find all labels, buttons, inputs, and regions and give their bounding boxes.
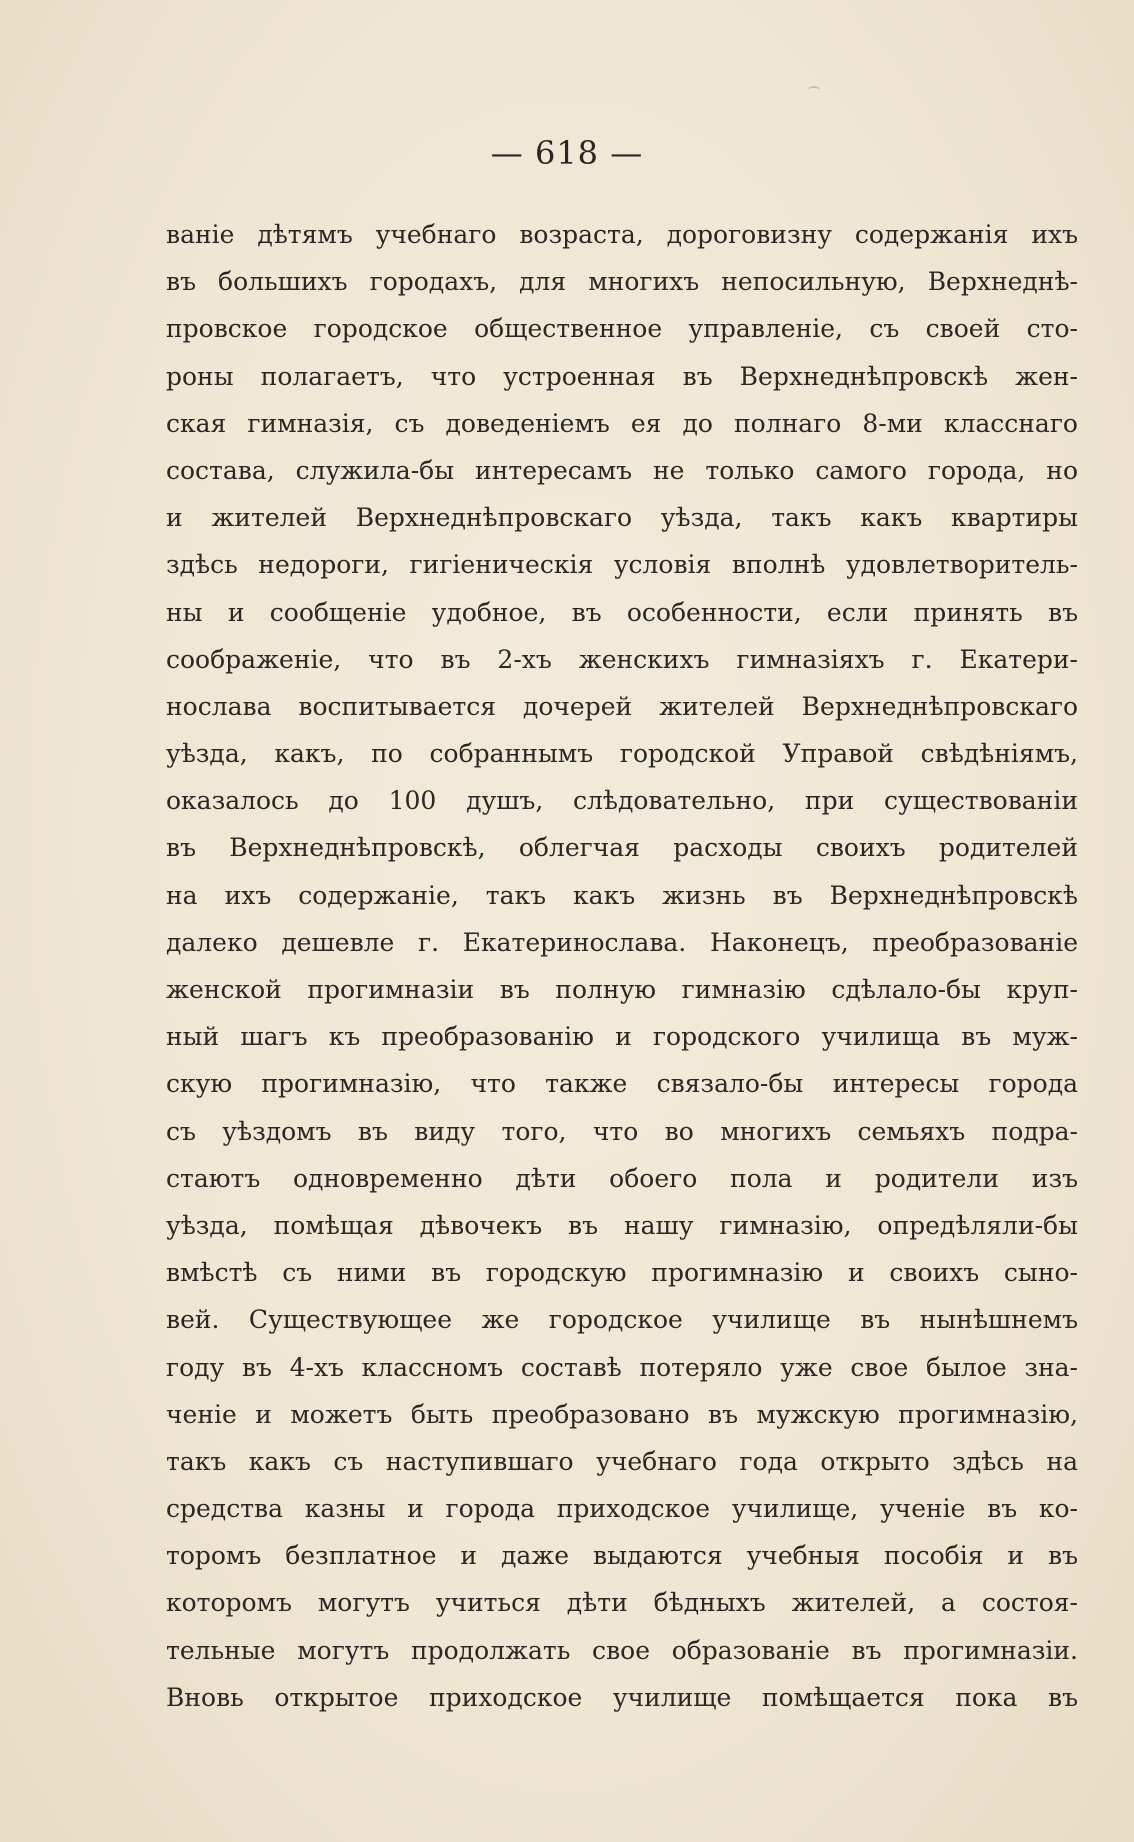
text-line: Вновь открытое приходское училище помѣщается пока въ bbox=[166, 1682, 1078, 1712]
text-line: скую прогимназію, что также связало-бы интересы города bbox=[166, 1069, 1078, 1099]
text-line: женской прогимназіи въ полную гимназію сдѣлало-бы круп- bbox=[166, 975, 1078, 1004]
text-line: которомъ могутъ учиться дѣти бѣдныхъ жителей, а состоя- bbox=[166, 1588, 1078, 1618]
text-line: средства казны и города приходское училище, ученіе въ ко- bbox=[166, 1494, 1078, 1524]
text-line: ны и сообщеніе удобное, въ особенности, если принять въ bbox=[166, 597, 1078, 627]
text-line: на ихъ содержаніе, такъ какъ жизнь въ Верхнеднѣпровскѣ bbox=[166, 880, 1078, 910]
text-line: году въ 4-хъ классномъ составѣ потеряло уже свое былое зна- bbox=[166, 1352, 1078, 1382]
text-line: роны полагаетъ, что устроенная въ Верхнеднѣпровскѣ жен- bbox=[166, 361, 1078, 391]
text-line: провское городское общественное управленіе, съ своей сто- bbox=[166, 314, 1078, 344]
text-line: въ Верхнеднѣпровскѣ, облегчая расходы своихъ родителей bbox=[166, 833, 1078, 863]
text-line: ный шагъ къ преобразованію и городского училища въ муж- bbox=[166, 1022, 1078, 1052]
page-number: — 618 — bbox=[490, 134, 644, 172]
text-line: соображеніе, что въ 2-хъ женскихъ гимназіяхъ г. Екатери- bbox=[166, 644, 1078, 674]
text-line: въ большихъ городахъ, для многихъ непосильную, Верхнеднѣ- bbox=[166, 267, 1078, 297]
text-line: уѣзда, какъ, по собраннымъ городской Управой свѣдѣніямъ, bbox=[166, 739, 1078, 769]
text-line: вмѣстѣ съ ними въ городскую прогимназію и своихъ сыно- bbox=[166, 1258, 1078, 1288]
text-line: состава, служила-бы интересамъ не только самого города, но bbox=[166, 455, 1078, 485]
text-line: далеко дешевле г. Екатеринослава. Наконецъ, преобразованіе bbox=[166, 927, 1078, 957]
text-line: съ уѣздомъ въ виду того, что во многихъ семьяхъ подра- bbox=[166, 1116, 1078, 1146]
text-line: ская гимназія, съ доведеніемъ ея до полнаго 8-ми класснаго bbox=[166, 408, 1078, 438]
text-line: такъ какъ съ наступившаго учебнаго года открыто здѣсь на bbox=[166, 1446, 1078, 1476]
paper-mark bbox=[808, 86, 820, 94]
text-line: оказалось до 100 душъ, слѣдовательно, при существованіи bbox=[166, 786, 1078, 816]
text-line: торомъ безплатное и даже выдаются учебныя пособія и въ bbox=[166, 1541, 1078, 1571]
text-line: тельные могутъ продолжать свое образованіе въ прогимназіи. bbox=[166, 1635, 1078, 1665]
text-line: и жителей Верхнеднѣпровскаго уѣзда, такъ какъ квартиры bbox=[166, 503, 1078, 533]
text-line: стаютъ одновременно дѣти обоего пола и родители изъ bbox=[166, 1163, 1078, 1193]
text-line: ченіе и можетъ быть преобразовано въ мужскую прогимназію, bbox=[166, 1399, 1078, 1429]
text-line: здѣсь недороги, гигіеническія условія вполнѣ удовлетворитель- bbox=[166, 550, 1078, 580]
text-line: уѣзда, помѣщая дѣвочекъ въ нашу гимназію, опредѣляли-бы bbox=[166, 1210, 1078, 1240]
text-line: нослава воспитывается дочерей жителей Верхнеднѣпровскаго bbox=[166, 691, 1078, 721]
body-text bbox=[166, 211, 1078, 1721]
text-line: вей. Существующее же городское училище въ нынѣшнемъ bbox=[166, 1305, 1078, 1335]
text-line: ваніе дѣтямъ учебнаго возраста, дороговизну содержанія ихъ bbox=[166, 220, 1078, 249]
